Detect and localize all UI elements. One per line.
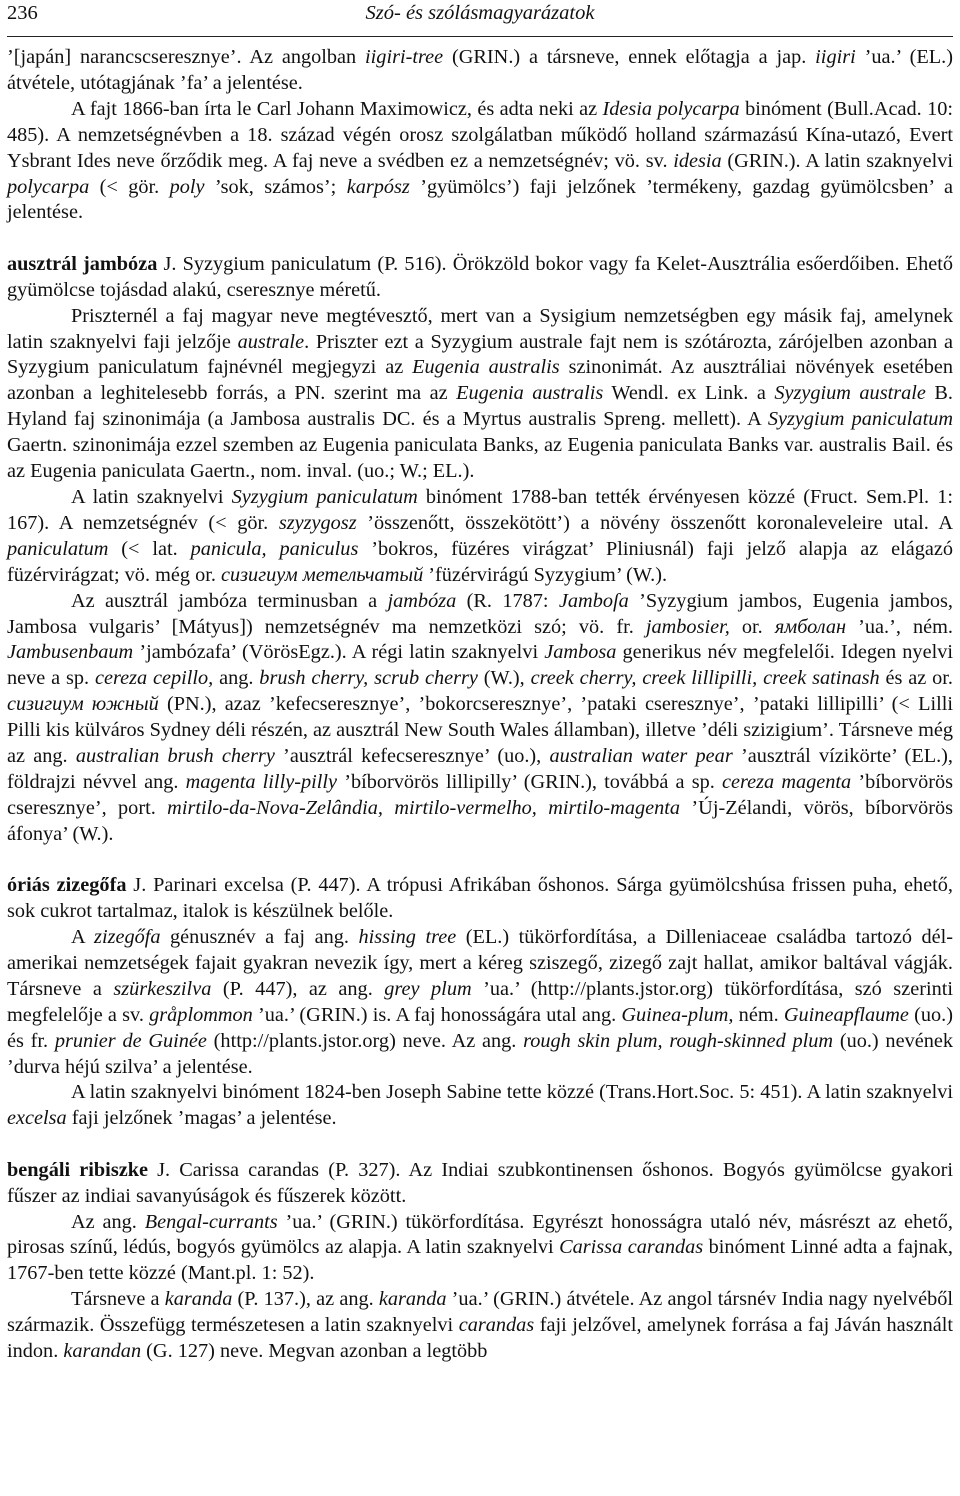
text-run: ’[japán] narancscseresznye’. Az angolban <box>7 46 366 68</box>
italic-term: jambóza <box>387 589 457 612</box>
italic-term: jambosier, <box>645 615 730 638</box>
text-run: (uo.) és fr. <box>7 1003 953 1052</box>
text-run: ’összenőtt, összekötött’) a növény összenőtt koronaleveleire utal. A <box>356 511 953 534</box>
italic-term: karpósz <box>346 175 410 198</box>
text-paragraph <box>7 304 953 485</box>
text-run: ’sok, számos’; <box>204 175 347 198</box>
entry-headword: bengáli ribiszke <box>7 1158 148 1181</box>
italic-term: rough skin plum, rough-skinned plum <box>523 1029 834 1052</box>
text-run: ’ua.’ (GRIN.) is. A faj honosságára utal ang. <box>252 1003 622 1026</box>
text-run: (P. 137.), az ang. <box>232 1288 379 1311</box>
italic-term: idesia <box>673 149 722 172</box>
text-run: A latin szaknyelvi <box>71 486 232 508</box>
text-paragraph <box>7 1287 953 1365</box>
text-run: (W.), <box>477 667 531 690</box>
text-run: B. Hyland faj szinonimája (a Jambosa australis DC. és a Myrtus australis Spreng. mellett). A <box>7 382 953 431</box>
italic-term: panicula, paniculus <box>190 537 359 560</box>
text-run: faji jelzővel, amelynek forrása a faj Jáván használt indon. <box>7 1314 953 1363</box>
text-run: ’ua.’, ném. <box>846 615 953 638</box>
text-run: ném. <box>733 1003 784 1026</box>
text-run: génusznév a faj ang. <box>160 926 359 948</box>
text-run: J. Carissa carandas (P. 327). Az Indiai szubkontinensen őshonos. Bogyós gyümölcse gyakori fűszer az indiai savanyúságok és fűszerek között. <box>7 1158 953 1207</box>
italic-term: Eugenia australis <box>456 382 604 405</box>
italic-term: Jambusenbaum <box>7 641 134 664</box>
text-run: (< gör. <box>89 175 170 198</box>
italic-term: prunier de Guinée <box>54 1029 207 1052</box>
italic-term: Guinea-plum, <box>621 1003 734 1026</box>
text-run: Priszternél a faj magyar neve megtévesztő, mert van a Sysigium nemzetségben egy másik faj, amelynek latin szaknyelvi faji jelzője <box>7 304 953 353</box>
text-paragraph <box>7 485 953 589</box>
italic-term: paniculatum <box>7 537 109 560</box>
italic-term: australian water pear <box>549 745 733 768</box>
italic-term: poly <box>169 175 205 198</box>
italic-term: karandan <box>63 1340 142 1363</box>
entry-headword: ausztrál jambóza <box>7 252 158 275</box>
italic-term: karanda <box>378 1288 447 1311</box>
text-run: faji jelzőnek ’magas’ a jelentése. <box>66 1107 337 1130</box>
italic-term: magenta lilly-pilly <box>185 770 338 793</box>
text-paragraph <box>7 252 953 304</box>
italic-term: Jambosa <box>544 641 617 664</box>
text-run: ’ua.’ (http://plants.jstor.org) tükörfordítása, szó szerinti megfelelője a sv. <box>7 977 953 1026</box>
italic-term: Syzygium australe <box>774 382 926 405</box>
text-run: or. <box>729 615 775 638</box>
text-run: Wendl. ex Link. a <box>603 382 775 405</box>
text-run: ’Syzygium jambos, Eugenia jambos, Jambosa vulgaris’ [Mátyus]) nemzetségnév ma nemzetközi szó; vö. fr. <box>7 589 953 638</box>
text-run: (R. 1787: <box>456 589 559 612</box>
italic-term: Bengal-currants <box>144 1210 278 1233</box>
main-text <box>7 45 953 1365</box>
text-run: binóment 1788-ban tették érvényesen közzé (Fruct. Sem.Pl. 1: 167). A nemzetségnév (< gör. <box>7 486 953 534</box>
text-run: J. Parinari excelsa (P. 447). A trópusi Afrikában őshonos. Sárga gyümölcshúsa frissen puha, ehető, sok cukrot tartalmaz, italok is készülnek belőle. <box>7 874 953 923</box>
text-run: ’gyümölcs’) faji jelzőnek ’termékeny, gazdag gyümölcsben’ a jelentése. <box>7 175 954 224</box>
italic-term: grey plum <box>384 977 472 1000</box>
text-paragraph <box>7 925 953 1080</box>
italic-term: cereza cepillo, <box>94 667 214 690</box>
italic-term: excelsa <box>7 1107 67 1130</box>
running-title: Szó- és szólásmagyarázatok <box>365 2 595 24</box>
text-paragraph <box>7 1158 953 1210</box>
italic-term: australian brush cherry <box>75 745 275 768</box>
text-run: ’ua.’ (EL.) átvétele, utótagjának ’fa’ a jelentése. <box>7 46 954 94</box>
page-header <box>7 2 953 32</box>
text-run: ’ua.’ (GRIN.) tükörfordítása. Egyrészt honosságra utaló név, másrészt az ehető, pirosas színű, lédús, bogyós gyümölcs az alapja. A latin szaknyelvi <box>7 1210 953 1259</box>
text-run: (< lat. <box>108 537 191 560</box>
entry-headword: óriás zizegőfa <box>7 874 127 897</box>
text-run: Az ausztrál jambóza terminusban a <box>71 589 388 612</box>
italic-term: iigiri <box>815 46 856 68</box>
text-run: ’Új-Zélandi, vörös, bíborvörös áfonya’ (W.). <box>7 796 954 845</box>
text-run: binóment (Bull.Acad. 10: 485). A nemzetségnévben a 18. század végén orosz szolgálatban működő holland származású Kína-utazó, Evert Ysbrant Ides neve őrződik meg. A faj neve a svédben ez a nemzetségnév; vö. sv. <box>7 97 953 172</box>
text-run: binóment Linné adta a fajnak, 1767-ben tette közzé (Mant.pl. 1: 52). <box>7 1236 953 1285</box>
text-run: ’ausztrál vízikörte’ (EL.), földrajzi névvel ang. <box>7 745 953 793</box>
text-paragraph <box>7 589 953 848</box>
italic-term: creek cherry, creek lillipilli, creek satinash <box>530 667 880 690</box>
text-run: ’jambózafa’ (VörösEgz.). A régi latin szaknyelvi <box>133 641 545 664</box>
text-run: ’bokros, füzéres virágzat’ Pliniusnál) faji jelző alapja az elágazó füzérvirágzat; vö. még or. <box>7 537 954 586</box>
italic-term: hissing tree <box>358 926 457 948</box>
text-run: (PN.), azaz ’kefecseresznye’, ’bokorcseresznye’, ’pataki cseresznye’, ’pataki lillipilli’ (< Lilli Pilli kis külváros Sydney déli részén, az ausztrál New South Wales államban), illetve ’déli szizigium’. Társneve még az ang. <box>7 693 954 768</box>
italic-term: iigiri-tree <box>365 46 444 68</box>
text-run: (http://plants.jstor.org) neve. Az ang. <box>206 1029 524 1052</box>
italic-term: cereza magenta <box>722 770 852 793</box>
text-paragraph <box>7 1210 953 1288</box>
italic-term: mirtilo-da-Nova-Zelândia, mirtilo-vermelho, mirtilo-magenta <box>167 796 681 819</box>
italic-term: Eugenia australis <box>412 356 560 379</box>
text-run: (GRIN.) a társneve, ennek előtagja a jap. <box>443 46 816 68</box>
italic-term: gråplommon <box>149 1003 253 1026</box>
text-run: ’füzérvirágú Syzygium’ (W.). <box>423 563 668 586</box>
text-run: (P. 447), az ang. <box>211 977 385 1000</box>
text-paragraph <box>7 97 953 227</box>
text-run: és az or. <box>879 667 953 690</box>
italic-term: Guineapflaume <box>783 1003 909 1026</box>
text-run: ang. <box>213 667 260 690</box>
text-run: Az ang. <box>71 1210 145 1233</box>
italic-term: Syzygium paniculatum <box>767 408 953 431</box>
text-run: szinonimát. Az ausztráliai növények esetében azonban a leghitelesebb forrás, a PN. szerint ma az <box>7 356 953 405</box>
text-run: A latin szaknyelvi binóment 1824-ben Joseph Sabine tette közzé (Trans.Hort.Soc. 5: 451). A latin szaknyelvi <box>71 1081 953 1104</box>
italic-term: ямболан <box>774 615 847 638</box>
italic-term: сизигиум метельчатый <box>221 563 424 586</box>
text-run: Gaertn. szinonimája ezzel szemben az Eugenia paniculata Banks, az Eugenia paniculata Banks var. australis Bail. és az Eugenia paniculata Gaertn., nom. inval. (uo.; W.; EL.). <box>7 434 953 483</box>
italic-term: polycarpa <box>7 175 90 198</box>
text-run: ’bíborvörös cseresznye’, port. <box>7 770 954 819</box>
page-number: 236 <box>7 2 38 24</box>
text-run: . Priszter ezt a Syzygium australe fajt nem is szótározta, zárójelben azonban a Syzygium paniculatum fajnévnél megjegyzi az <box>7 330 954 379</box>
header-rule <box>7 36 953 37</box>
text-run: Társneve a <box>71 1288 165 1311</box>
text-paragraph <box>7 1080 953 1132</box>
text-paragraph <box>7 45 953 97</box>
italic-term: szyzygosz <box>278 511 357 534</box>
text-run: (EL.) tükörfordítása, a Dilleniaceae családba tartozó dél-amerikai nemzetségek fajait gyakran nevezik így, mert a kéreg sziszegő, zizegő zajt hallat, amikor baltával vágják. Társneve a <box>7 926 954 1000</box>
text-run: (GRIN.). A latin szaknyelvi <box>721 149 953 172</box>
italic-term: Carissa carandas <box>559 1236 704 1259</box>
text-run: ’ua.’ (GRIN.) átvétele. Az angol társnév India nagy nyelvéből származik. Összefügg természetesen a latin szaknyelvi <box>7 1288 953 1337</box>
italic-term: carandas <box>458 1314 535 1337</box>
text-run: J. Syzygium paniculatum (P. 516). Örökzöld bokor vagy fa Kelet-Ausztrália esőerdőiben. Ehető gyümölcse tojásdad alakú, cseresznye méretű. <box>7 252 953 301</box>
text-run: generikus név megfelelői. Idegen nyelvi neve a sp. <box>7 641 953 690</box>
text-run: (G. 127) neve. Megvan azonban a legtöbb <box>141 1340 488 1363</box>
text-run: A fajt 1866-ban írta le Carl Johann Maximowicz, és adta neki az <box>71 97 603 120</box>
text-paragraph <box>7 873 953 925</box>
text-run: A <box>71 926 95 948</box>
italic-term: Jamboſa <box>558 589 629 612</box>
italic-term: Syzygium paniculatum <box>231 486 418 508</box>
text-run: ’bíborvörös lillipilly’ (GRIN.), továbbá a sp. <box>337 770 722 793</box>
text-run: ’ausztrál kefecseresznye’ (uo.), <box>274 745 550 768</box>
italic-term: zizegőfa <box>94 926 161 948</box>
italic-term: Idesia polycarpa <box>602 97 740 120</box>
italic-term: сизигиум южный <box>7 693 159 716</box>
italic-term: szürkeszilva <box>113 977 212 1000</box>
text-run: (uo.) nevének ’durva héjú szilva’ a jelentése. <box>7 1029 953 1078</box>
italic-term: karanda <box>164 1288 233 1311</box>
italic-term: australe <box>237 330 305 353</box>
italic-term: brush cherry, scrub cherry <box>259 667 478 690</box>
